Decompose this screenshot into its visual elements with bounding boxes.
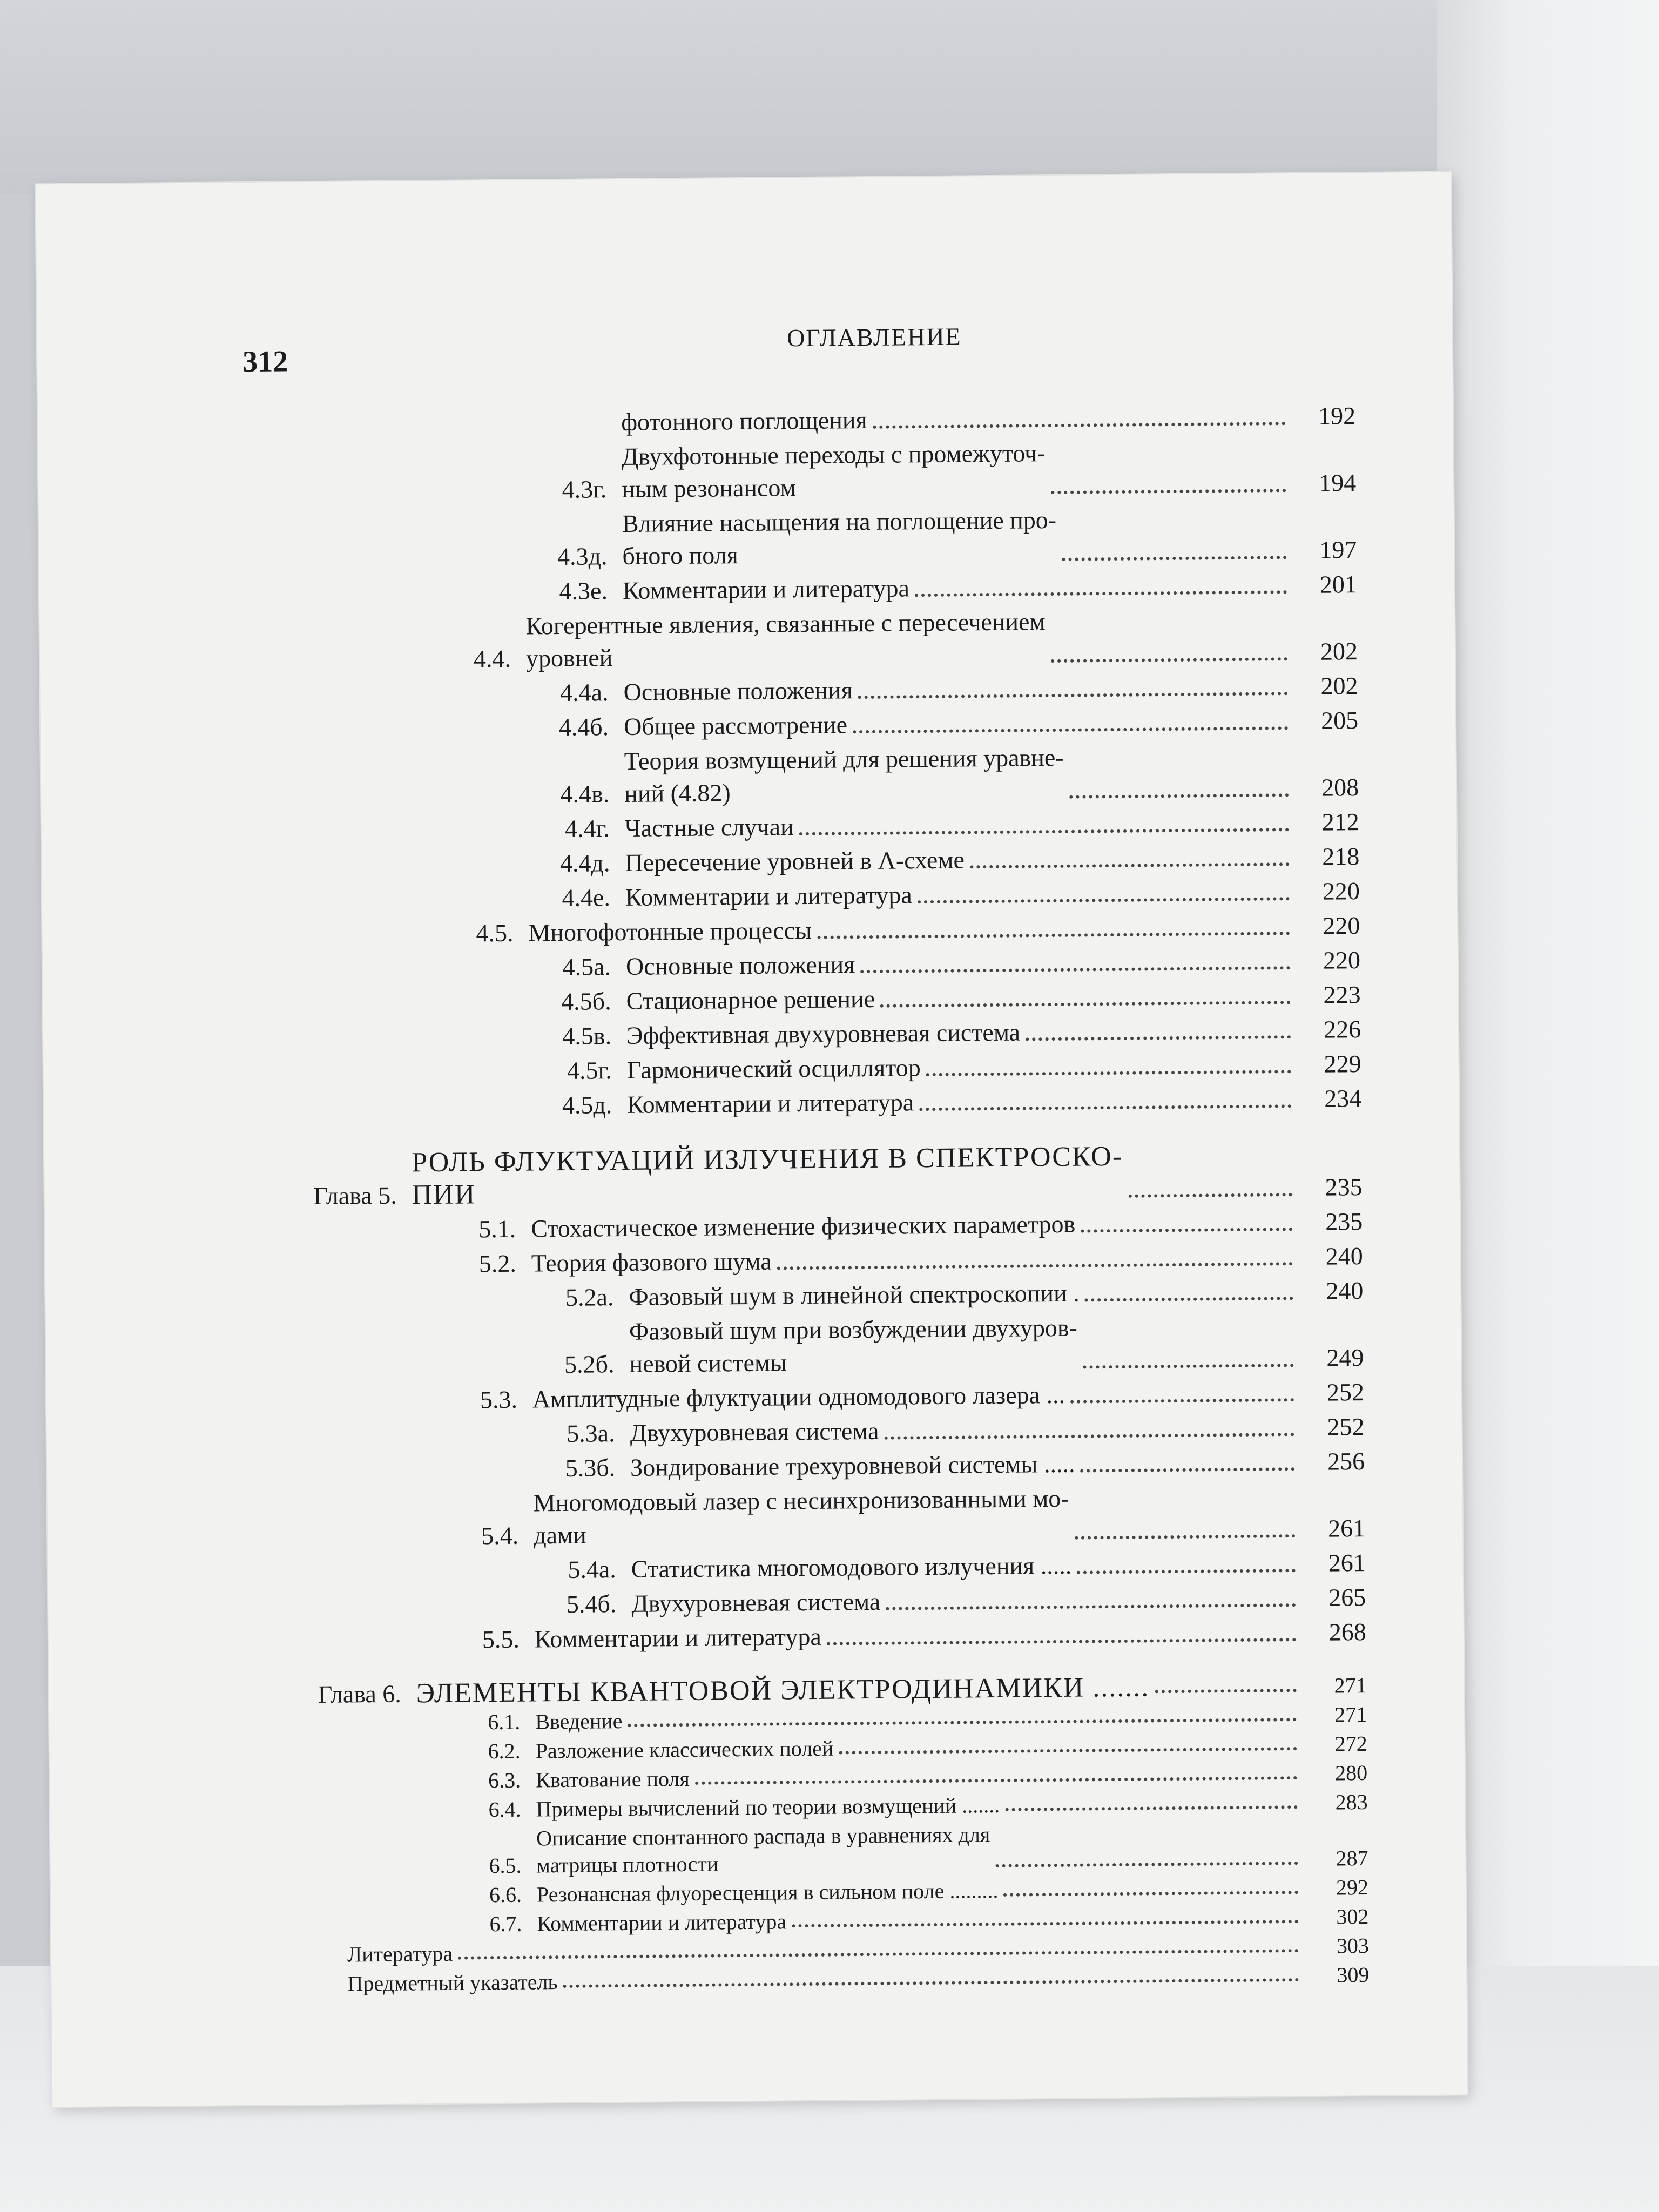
entry-title-line: Комментарии и литература — [625, 881, 913, 911]
dot-leader — [1026, 1035, 1291, 1041]
dot-leader — [853, 726, 1288, 733]
entry-page-number: 303 — [1336, 1933, 1370, 1958]
entry-page-number: 234 — [1324, 1084, 1362, 1112]
dot-leader — [799, 828, 1289, 835]
entry-title — [626, 983, 875, 1017]
dot-leader — [563, 1978, 1299, 1988]
entry-title — [525, 605, 1046, 675]
dot-leader — [1051, 657, 1287, 663]
entry-number: 4.3г. — [562, 475, 607, 503]
dot-leader — [628, 1718, 1297, 1727]
entry-page-number: 249 — [1326, 1344, 1364, 1372]
entry-title-line: РОЛЬ ФЛУКТУАЦИЙ ИЗЛУЧЕНИЯ В СПЕКТРОСКО- — [411, 1141, 1123, 1178]
entry-title — [536, 1792, 1000, 1823]
entry-title-line: Пересечение уровней в Λ-схеме — [625, 846, 965, 876]
indent — [52, 1998, 333, 2000]
entry-page-number: 229 — [1324, 1050, 1361, 1078]
entry-title — [631, 1549, 1072, 1586]
entry-title — [626, 948, 855, 983]
entry-number: 5.4б. — [566, 1590, 617, 1618]
entry-title-line: Основные положения — [625, 950, 855, 980]
entry-number: 4.4д. — [559, 849, 610, 877]
entry-title-line: Гармонический осциллятор — [626, 1054, 921, 1084]
entry-title-line: Двухуровневая система — [630, 1417, 879, 1447]
entry-page-number: 202 — [1320, 637, 1358, 665]
entry-page-number: 212 — [1321, 808, 1359, 836]
entry-title-continuation: ний (4.82) — [624, 779, 731, 807]
entry-title — [626, 1051, 921, 1087]
entry-title — [630, 1448, 1075, 1484]
entry-title-line: Двухуровневая система — [631, 1587, 881, 1617]
entry-number: Глава 5. — [313, 1181, 397, 1210]
dot-leader — [858, 692, 1288, 699]
entry-number: 5.4а. — [568, 1555, 616, 1583]
dot-leader — [919, 1104, 1291, 1111]
page-number: 312 — [242, 345, 288, 379]
dot-leader — [1077, 1569, 1296, 1574]
entry-page-number: 271 — [1334, 1673, 1367, 1698]
entry-title-continuation: уровней — [525, 644, 613, 672]
entry-title-continuation: ПИИ — [412, 1179, 476, 1211]
entry-title — [630, 1415, 879, 1449]
dot-leader — [777, 1262, 1293, 1270]
entry-title-line: Когерентные явления, связанные с пересечением — [525, 608, 1046, 640]
entry-title — [624, 709, 847, 743]
entry-title-line: Введение — [535, 1709, 623, 1734]
entry-page-number: 256 — [1327, 1447, 1365, 1475]
dot-leader — [817, 932, 1290, 939]
dot-leader — [915, 590, 1287, 597]
background-wall — [0, 0, 1659, 194]
entry-title-continuation: ным резонансом — [622, 474, 796, 503]
entry-page-number: 197 — [1319, 536, 1357, 564]
entry-number: 6.7. — [489, 1911, 522, 1937]
entry-number: 4.5г. — [567, 1056, 612, 1084]
entry-title — [533, 1482, 1069, 1552]
table-of-contents — [38, 399, 1467, 2002]
entry-title — [629, 1277, 1080, 1313]
entry-title — [623, 674, 853, 709]
dot-leader — [1005, 1805, 1297, 1811]
entry-page-number: 292 — [1336, 1875, 1369, 1900]
entry-number: 5.3. — [480, 1385, 518, 1414]
dot-leader — [458, 1949, 1299, 1960]
entry-page-number: 309 — [1337, 1962, 1370, 1987]
entry-number: 4.3д. — [557, 542, 608, 571]
entry-number: 4.5д. — [562, 1091, 612, 1119]
dot-leader — [970, 862, 1289, 868]
entry-title-line: Примеры вычислений по теории возмущений ....... — [536, 1792, 1000, 1822]
entry-number: 4.5б. — [561, 987, 611, 1015]
dot-leader — [1081, 1467, 1295, 1472]
entry-page-number: 261 — [1328, 1549, 1366, 1577]
entry-title — [625, 844, 965, 879]
entry-page-number: 252 — [1326, 1378, 1365, 1406]
entry-title — [625, 811, 794, 845]
entry-title-line: Статистика многомодового излучения ..... — [631, 1551, 1072, 1583]
entry-number: Глава 6. — [318, 1680, 401, 1708]
entry-page-number: 235 — [1325, 1173, 1363, 1201]
entry-title — [528, 914, 812, 949]
entry-number: 6.3. — [488, 1768, 521, 1793]
dot-leader — [1070, 1398, 1294, 1404]
dot-leader — [1062, 556, 1287, 561]
entry-page-number: 205 — [1320, 706, 1359, 734]
entry-page-number: 208 — [1321, 773, 1359, 801]
running-head: ОГЛАВЛЕНИЕ — [786, 322, 962, 352]
entry-title-line: Двухфотонные переходы с промежуточ- — [621, 439, 1046, 470]
entry-title-line: фотонного поглощения — [621, 406, 867, 436]
entry-title-line: Разложение классических полей — [535, 1736, 834, 1763]
entry-title-line: Зондирование трехуровневой системы ..... — [630, 1449, 1075, 1481]
entry-page-number: 240 — [1325, 1242, 1363, 1270]
dot-leader — [860, 966, 1290, 973]
entry-title — [412, 1141, 1123, 1211]
entry-title-line: Стохастическое изменение физических параметров — [531, 1210, 1076, 1243]
entry-title-line: Описание спонтанного распада в уравнениях для — [536, 1822, 990, 1851]
entry-title — [624, 741, 1064, 810]
entry-title — [623, 572, 909, 607]
dot-leader — [886, 1603, 1296, 1610]
toc-entry — [46, 1309, 1364, 1385]
chapter-entry — [44, 1138, 1363, 1215]
entry-page-number: 272 — [1334, 1731, 1367, 1756]
dot-leader — [1083, 1364, 1293, 1368]
entry-number: 4.4а. — [559, 678, 609, 706]
entry-page-number: 220 — [1323, 912, 1360, 940]
entry-title — [535, 1708, 623, 1735]
entry-title-line: Амплитудные флуктуации одномодового лазера ... — [532, 1380, 1065, 1413]
entry-title-line: Теория возмущений для решения уравне- — [624, 743, 1064, 775]
entry-title — [347, 1940, 453, 1968]
entry-title-line: Влияние насыщения на поглощение про- — [622, 505, 1057, 537]
toc-entry — [50, 1818, 1368, 1883]
entry-title — [625, 879, 912, 914]
entry-number: 5.3а. — [566, 1419, 615, 1447]
dot-leader — [792, 1920, 1298, 1927]
dot-leader — [926, 1070, 1291, 1076]
entry-page-number: 220 — [1322, 877, 1360, 905]
entry-number: 4.5а. — [562, 953, 611, 981]
dot-leader — [1085, 1297, 1293, 1301]
entry-number: 6.1. — [488, 1709, 521, 1735]
entry-title-line: Частные случаи — [624, 813, 794, 842]
entry-page-number: 192 — [1318, 402, 1356, 430]
entry-title — [416, 1671, 1150, 1709]
dot-leader — [873, 422, 1286, 429]
entry-title-line: Стационарное решение — [626, 984, 875, 1015]
entry-title — [626, 1016, 1020, 1052]
dot-leader — [1003, 1891, 1298, 1897]
entry-title-line: Общее рассмотрение — [623, 711, 848, 740]
entry-page-number: 280 — [1334, 1761, 1368, 1785]
entry-title-line: Комментарии и литература — [622, 574, 910, 604]
toc-entry — [39, 501, 1357, 577]
entry-title-continuation: дами — [533, 1521, 586, 1549]
entry-title-continuation: матрицы плотности — [536, 1851, 719, 1878]
toc-entry — [39, 603, 1358, 679]
entry-title — [531, 1208, 1075, 1245]
dot-leader — [1129, 1193, 1292, 1198]
entry-number: 6.6. — [489, 1882, 522, 1907]
entry-number: 4.4г. — [564, 814, 610, 842]
entry-page-number: 201 — [1319, 570, 1358, 598]
dot-leader — [827, 1638, 1296, 1645]
entry-page-number: 223 — [1323, 981, 1361, 1009]
entry-number: 6.5. — [489, 1853, 522, 1878]
entry-page-number: 265 — [1328, 1583, 1366, 1611]
entry-page-number: 220 — [1323, 946, 1361, 974]
entry-title-line: Теория фазового шума — [531, 1247, 772, 1277]
entry-title — [537, 1877, 999, 1908]
entry-page-number: 240 — [1326, 1277, 1364, 1305]
entry-page-number: 194 — [1319, 469, 1357, 497]
entry-number: 5.1. — [478, 1215, 516, 1243]
entry-number: 4.4е. — [562, 884, 611, 912]
entry-title — [535, 1735, 833, 1765]
dot-leader — [885, 1433, 1294, 1440]
entry-title-line: Комментарии и литература — [627, 1088, 914, 1118]
toc-entry — [47, 1480, 1365, 1556]
dot-leader — [1155, 1689, 1296, 1693]
entry-title — [622, 437, 1046, 505]
entry-number: 5.5. — [482, 1625, 520, 1654]
entry-number: 5.2б. — [564, 1350, 615, 1378]
entry-number: 5.3б. — [565, 1454, 616, 1482]
entry-title-line: Многомодовый лазер с несинхронизованными мо- — [533, 1484, 1069, 1517]
entry-title — [536, 1821, 990, 1879]
entry-title-line: Комментарии и литература — [534, 1622, 822, 1653]
entry-page-number: 283 — [1335, 1790, 1368, 1815]
entry-title-line: Эффективная двухуровневая система — [626, 1018, 1021, 1049]
entry-page-number: 287 — [1336, 1846, 1368, 1871]
entry-number: 4.4в. — [560, 780, 610, 808]
entry-title — [532, 1379, 1065, 1416]
entry-number: 5.2а. — [565, 1283, 614, 1311]
entry-number: 6.4. — [488, 1797, 521, 1822]
entry-title — [627, 1086, 914, 1121]
dot-leader — [918, 897, 1290, 903]
entry-title — [629, 1312, 1078, 1380]
entry-title — [347, 1968, 558, 1997]
entry-page-number: 271 — [1334, 1702, 1367, 1727]
book-page — [36, 172, 1467, 2107]
dot-leader — [695, 1776, 1297, 1785]
entry-page-number: 226 — [1323, 1015, 1361, 1043]
entry-title-line: Многофотонные процессы — [528, 916, 812, 947]
entry-title — [622, 504, 1057, 572]
entry-number: 4.3е. — [559, 577, 608, 605]
entry-title-line: Комментарии и литература — [537, 1909, 787, 1936]
entry-page-number: 218 — [1322, 842, 1360, 871]
entry-title-line: ЭЛЕМЕНТЫ КВАНТОВОЙ ЭЛЕКТРОДИНАМИКИ ....... — [416, 1671, 1150, 1709]
toc-entry — [41, 739, 1359, 815]
entry-title-continuation: невой системы — [629, 1348, 787, 1378]
entry-number: 4.5. — [476, 919, 514, 947]
dot-leader — [1051, 489, 1286, 494]
adjacent-page — [1437, 0, 1659, 2212]
entry-number: 4.4. — [473, 644, 511, 673]
dot-leader — [996, 1862, 1298, 1867]
entry-number: 4.4б. — [558, 713, 609, 741]
entry-title-line: Основные положения — [623, 676, 853, 706]
entry-title-line: Предметный указатель — [347, 1970, 558, 1996]
entry-title-line: Фазовый шум при возбуждении двухуров- — [629, 1313, 1078, 1345]
entry-title-line: Кватование поля — [535, 1766, 690, 1792]
dot-leader — [880, 1001, 1291, 1008]
entry-page-number: 235 — [1325, 1208, 1363, 1236]
entry-title — [531, 1245, 772, 1280]
entry-title-line: Резонансная флуоресценция в сильном поле ......... — [536, 1878, 999, 1907]
entry-title — [536, 1765, 690, 1793]
entry-title — [621, 404, 867, 439]
entry-number: 5.4. — [481, 1521, 519, 1550]
entry-title — [537, 1908, 786, 1937]
entry-page-number: 261 — [1327, 1514, 1366, 1542]
entry-number: 6.2. — [488, 1738, 521, 1764]
entry-title-line: Фазовый шум в линейной спектроскопии . — [629, 1279, 1080, 1311]
dot-leader — [1081, 1228, 1292, 1232]
entry-number: 4.5в. — [562, 1022, 612, 1050]
entry-title-continuation: бного поля — [622, 541, 738, 570]
dot-leader — [1075, 1534, 1295, 1540]
entry-page-number: 302 — [1336, 1904, 1369, 1929]
entry-title — [631, 1586, 880, 1620]
entry-title — [535, 1621, 821, 1656]
dot-leader — [1069, 793, 1289, 799]
entry-page-number: 252 — [1327, 1413, 1365, 1441]
dot-leader — [839, 1747, 1297, 1754]
toc-entry — [38, 434, 1357, 510]
entry-title-line: Литература — [347, 1941, 453, 1967]
entry-page-number: 202 — [1320, 672, 1358, 700]
entry-number: 5.2. — [478, 1249, 517, 1278]
entry-page-number: 268 — [1328, 1618, 1367, 1646]
